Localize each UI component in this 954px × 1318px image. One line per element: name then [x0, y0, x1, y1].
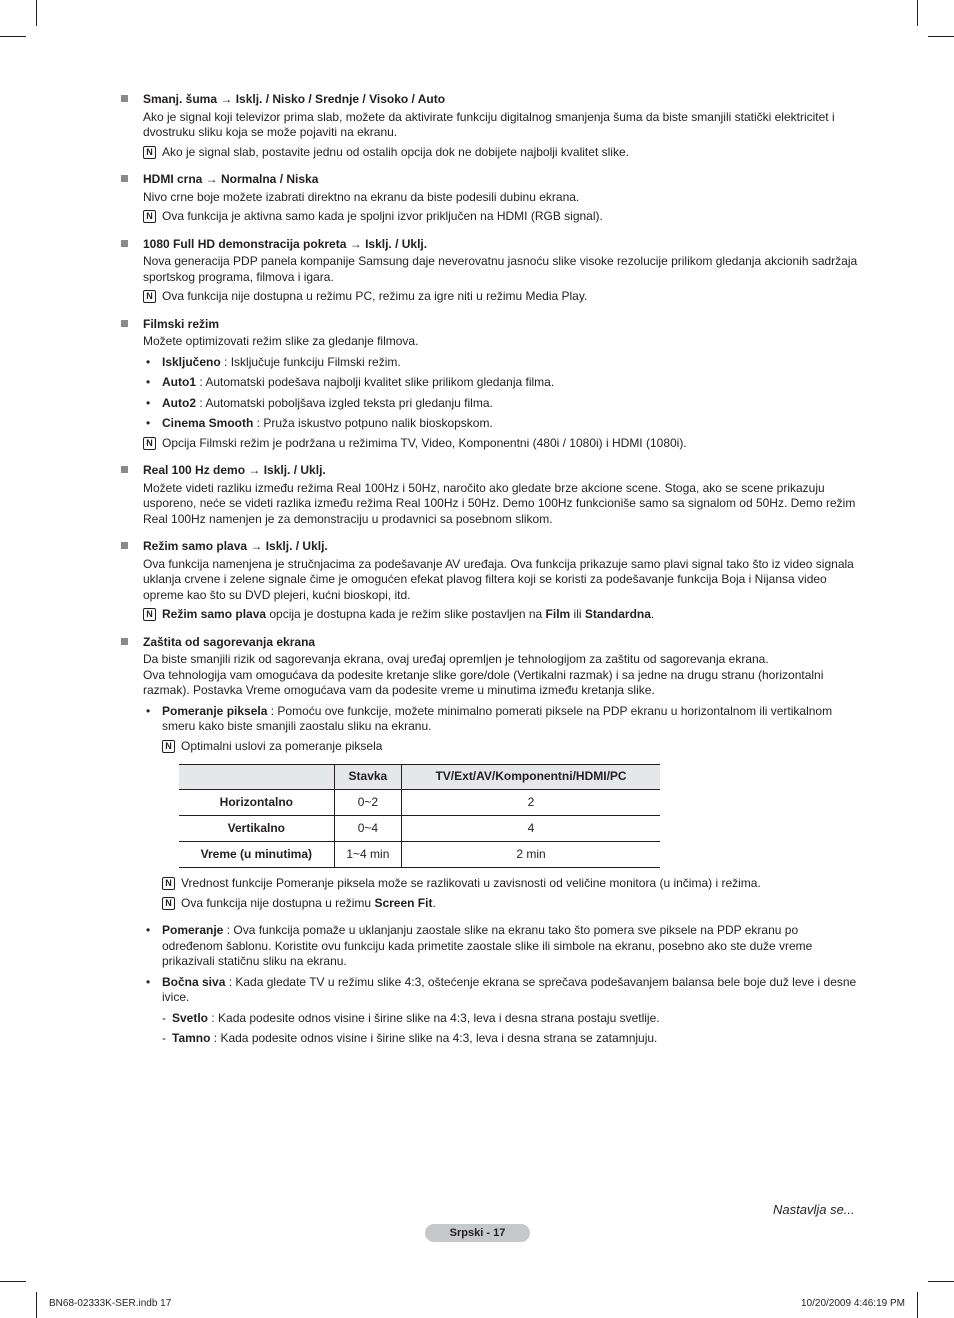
continued-label: Nastavlja se...	[773, 1202, 855, 1217]
note-icon: N	[162, 740, 175, 753]
bullet-icon: •	[146, 703, 151, 718]
item-desc: : Automatski poboljšava izgled teksta pri gledanju filma.	[196, 395, 493, 410]
section-text: Nova generacija PDP panela kompanije Samsung daje neverovatnu jasnoću slike visoke rezolucije prilikom gledanja akcionih sadržaja sportskog programa, filmova i igara.	[143, 254, 858, 284]
square-bullet-icon	[121, 320, 128, 327]
note	[143, 436, 861, 452]
note	[162, 896, 861, 912]
bullet-icon: •	[146, 923, 151, 937]
note	[143, 145, 861, 161]
pixel-shift-table	[179, 764, 660, 868]
table-cell: Horizontalno	[179, 790, 334, 816]
page-content	[121, 92, 861, 1059]
sub-item-light	[162, 1011, 861, 1027]
note-text: ili	[570, 607, 585, 621]
note	[162, 739, 861, 755]
section-text: Da biste smanjili rizik od sagorevanja ekrana, ovaj uređaj opremljen je tehnologijom za zaštitu od sagorevanja ekrana.	[143, 652, 769, 666]
list-item	[143, 416, 861, 432]
section-title: Zaštita od sagorevanja ekrana	[143, 634, 316, 649]
item-desc: : Isključuje funkciju Filmski režim.	[220, 354, 401, 369]
crop-mark	[0, 36, 26, 37]
crop-mark	[0, 1281, 26, 1282]
note-icon: N	[143, 437, 156, 450]
note-text: Ako je signal slab, postavite jednu od ostalih opcija dok ne dobijete najbolji kvalitet slike.	[162, 144, 629, 159]
table-header: TV/Ext/AV/Komponentni/HDMI/PC	[402, 765, 660, 790]
list-item	[143, 355, 861, 371]
note-icon: N	[143, 608, 156, 621]
table-row	[179, 842, 660, 868]
section-text: Ova funkcija namenjena je stručnjacima za podešavanje AV uređaja. Ova funkcija prikazuje samo plavi signal tako što iz video signala uklanja crvene i zelene signale čime je omogućen efekat plavog filtera koji se koristi za podešavanje funkcija Boja i Nijansa video opreme kao što su DVD plejeri, kućni bioskopi, itd.	[143, 556, 854, 602]
table-row	[179, 816, 660, 842]
table-header-row	[179, 765, 660, 790]
footer-datetime: 10/20/2009 4:46:19 PM	[801, 1298, 905, 1309]
table-cell: 0~2	[334, 790, 401, 816]
note-text: .	[650, 607, 655, 621]
section-noise-reduction	[121, 92, 861, 160]
list-item	[143, 396, 861, 412]
list-item-side-gray	[143, 975, 861, 1047]
item-label: Auto1	[162, 375, 196, 389]
section-burn-protection	[121, 635, 861, 1047]
table-cell: 4	[402, 816, 660, 842]
note-bold: Screen Fit	[374, 895, 433, 910]
table-cell: Vreme (u minutima)	[179, 842, 334, 868]
note	[143, 607, 861, 623]
note-bold: Režim samo plava	[162, 607, 267, 621]
square-bullet-icon	[121, 638, 128, 645]
dash-icon: -	[162, 1031, 166, 1045]
list-item-pixel-shift	[143, 704, 861, 912]
table-cell: Vertikalno	[179, 816, 334, 842]
note	[162, 876, 861, 892]
item-label: Pomeranje piksela	[162, 703, 268, 718]
section-hdmi-black	[121, 172, 861, 225]
section-title: Filmski režim	[143, 316, 220, 331]
crop-mark	[928, 36, 954, 37]
item-label: Cinema Smooth	[162, 416, 254, 430]
note-icon: N	[162, 877, 175, 890]
section-full-hd-demo	[121, 237, 861, 305]
section-text: Možete optimizovati režim slike za gledanje filmova.	[143, 334, 419, 348]
item-label: Tamno	[172, 1031, 211, 1045]
table-cell: 0~4	[334, 816, 401, 842]
item-label: Auto2	[162, 395, 196, 410]
note-text: Vrednost funkcije Pomeranje piksela može se razlikovati u zavisnosti od veličine monitora (u inčima) i režima.	[181, 876, 761, 890]
list-item	[143, 375, 861, 391]
item-desc: : Pruža iskustvo potpuno nalik bioskopskom.	[253, 416, 493, 430]
note-bold: Film	[545, 607, 571, 621]
bullet-icon: •	[146, 354, 151, 369]
item-desc: : Kada podesite odnos visine i širine slike na 4:3, leva i desna strana se zatamnjuju.	[210, 1031, 658, 1045]
note-bold: Standardna	[584, 607, 651, 621]
section-title: Smanj. šuma → Isklj. / Nisko / Srednje / Visoko / Auto	[143, 92, 446, 106]
item-label: Isključeno	[162, 354, 221, 369]
table-cell: 1~4 min	[334, 842, 401, 868]
section-title: Real 100 Hz demo → Isklj. / Uklj.	[143, 463, 326, 477]
note-text: Opcija Filmski režim je podržana u režimima TV, Video, Komponentni (480i / 1080i) i HDMI (1080i).	[162, 435, 687, 450]
note-text: Optimalni uslovi za pomeranje piksela	[181, 738, 383, 753]
bullet-icon: •	[146, 416, 151, 430]
section-film-mode	[121, 317, 861, 452]
note-icon: N	[143, 290, 156, 303]
square-bullet-icon	[121, 542, 128, 549]
crop-mark	[917, 0, 918, 26]
section-real-100hz	[121, 463, 861, 527]
note	[143, 289, 861, 305]
note	[143, 209, 861, 225]
section-blue-only	[121, 539, 861, 623]
item-desc: : Kada podesite odnos visine i širine slike na 4:3, leva i desna strana postaju svetlije.	[208, 1010, 660, 1025]
square-bullet-icon	[121, 466, 128, 473]
section-title: Režim samo plava → Isklj. / Uklj.	[143, 539, 328, 553]
bullet-icon: •	[146, 974, 151, 989]
note-text: opcija je dostupna kada je režim slike postavljen na	[266, 607, 546, 621]
note-icon: N	[143, 146, 156, 159]
square-bullet-icon	[121, 175, 128, 182]
bullet-icon: •	[146, 375, 151, 389]
section-title: HDMI crna → Normalna / Niska	[143, 172, 319, 186]
item-desc: : Ova funkcija pomaže u uklanjanju zaostale slike na ekranu tako što pomera sve piksele na PDP ekranu po određenom šablonu. Koristite ovu funkciju kada primetite zaostale slike ili simbole na ekranu, posebno ako ste duže vreme prikazivali statičnu sliku na ekranu.	[162, 923, 813, 968]
sub-item-dark	[162, 1031, 861, 1047]
dash-icon: -	[162, 1010, 166, 1025]
item-desc: : Kada gledate TV u režimu slike 4:3, oštećenje ekrana se sprečava podešavanjem balansa bele boje duž leve i desne ivice.	[162, 974, 857, 1004]
item-desc: : Pomoću ove funkcije, možete minimalno pomerati piksele na PDP ekranu u horizontalnom ili vertikalnom smeru kako biste smanjili zaostalu sliku na ekranu.	[162, 703, 833, 733]
note-text: .	[432, 895, 436, 910]
section-title: 1080 Full HD demonstracija pokreta → Isklj. / Uklj.	[143, 236, 428, 251]
note-icon: N	[143, 210, 156, 223]
note-text: Ova funkcija je aktivna samo kada je spoljni izvor priključen na HDMI (RGB signal).	[162, 209, 603, 223]
square-bullet-icon	[121, 240, 128, 247]
section-text: Ako je signal koji televizor prima slab, možete da aktivirate funkciju digitalnog smanjenja šuma da biste smanjili statički elektricitet i dvostruku sliku koja se može pojaviti na ekranu.	[143, 109, 835, 139]
item-label: Pomeranje	[162, 923, 224, 937]
section-text: Ova tehnologija vam omogućava da podesite kretanje slike gore/dole (Vertikalni razmak) i sa jedne na drugu stranu (horizontalni razmak). Postavka Vreme omogućava vam da podesite vreme u minutima između kretanja slike.	[143, 667, 824, 697]
table-cell: 2	[402, 790, 660, 816]
section-text: Možete videti razliku između režima Real 100Hz i 50Hz, naročito ako gledate brze akcione scene. Stoga, ako se scene prikazuju usporeno, neće se videti razlika između režima Real 100Hz i 50Hz. Demo 100Hz funkcioniše samo sa signalom od 50Hz. Demo režim Real 100Hz namenjen je za demonstraciju u prodavnici sa posebnom slikom.	[143, 480, 856, 526]
page-number-badge: Srpski - 17	[425, 1224, 530, 1242]
section-text: Nivo crne boje možete izabrati direktno na ekranu da biste podesili dubinu ekrana.	[143, 189, 580, 204]
note-text: Ova funkcija nije dostupna u režimu	[181, 895, 375, 910]
list-item-shift	[143, 923, 861, 970]
crop-mark	[36, 1292, 37, 1318]
table-header: Stavka	[334, 765, 401, 790]
crop-mark	[917, 1292, 918, 1318]
table-row	[179, 790, 660, 816]
crop-mark	[928, 1281, 954, 1282]
item-label: Bočna siva	[162, 974, 226, 989]
bullet-icon: •	[146, 395, 151, 410]
item-desc: : Automatski podešava najbolji kvalitet slike prilikom gledanja filma.	[196, 375, 555, 389]
table-cell: 2 min	[402, 842, 660, 868]
crop-mark	[36, 0, 37, 26]
square-bullet-icon	[121, 95, 128, 102]
note-text: Ova funkcija nije dostupna u režimu PC, režimu za igre niti u režimu Media Play.	[162, 289, 588, 303]
item-label: Svetlo	[172, 1010, 209, 1025]
note-icon: N	[162, 897, 175, 910]
table-header	[179, 765, 334, 790]
footer-file: BN68-02333K-SER.indb 17	[49, 1298, 172, 1309]
